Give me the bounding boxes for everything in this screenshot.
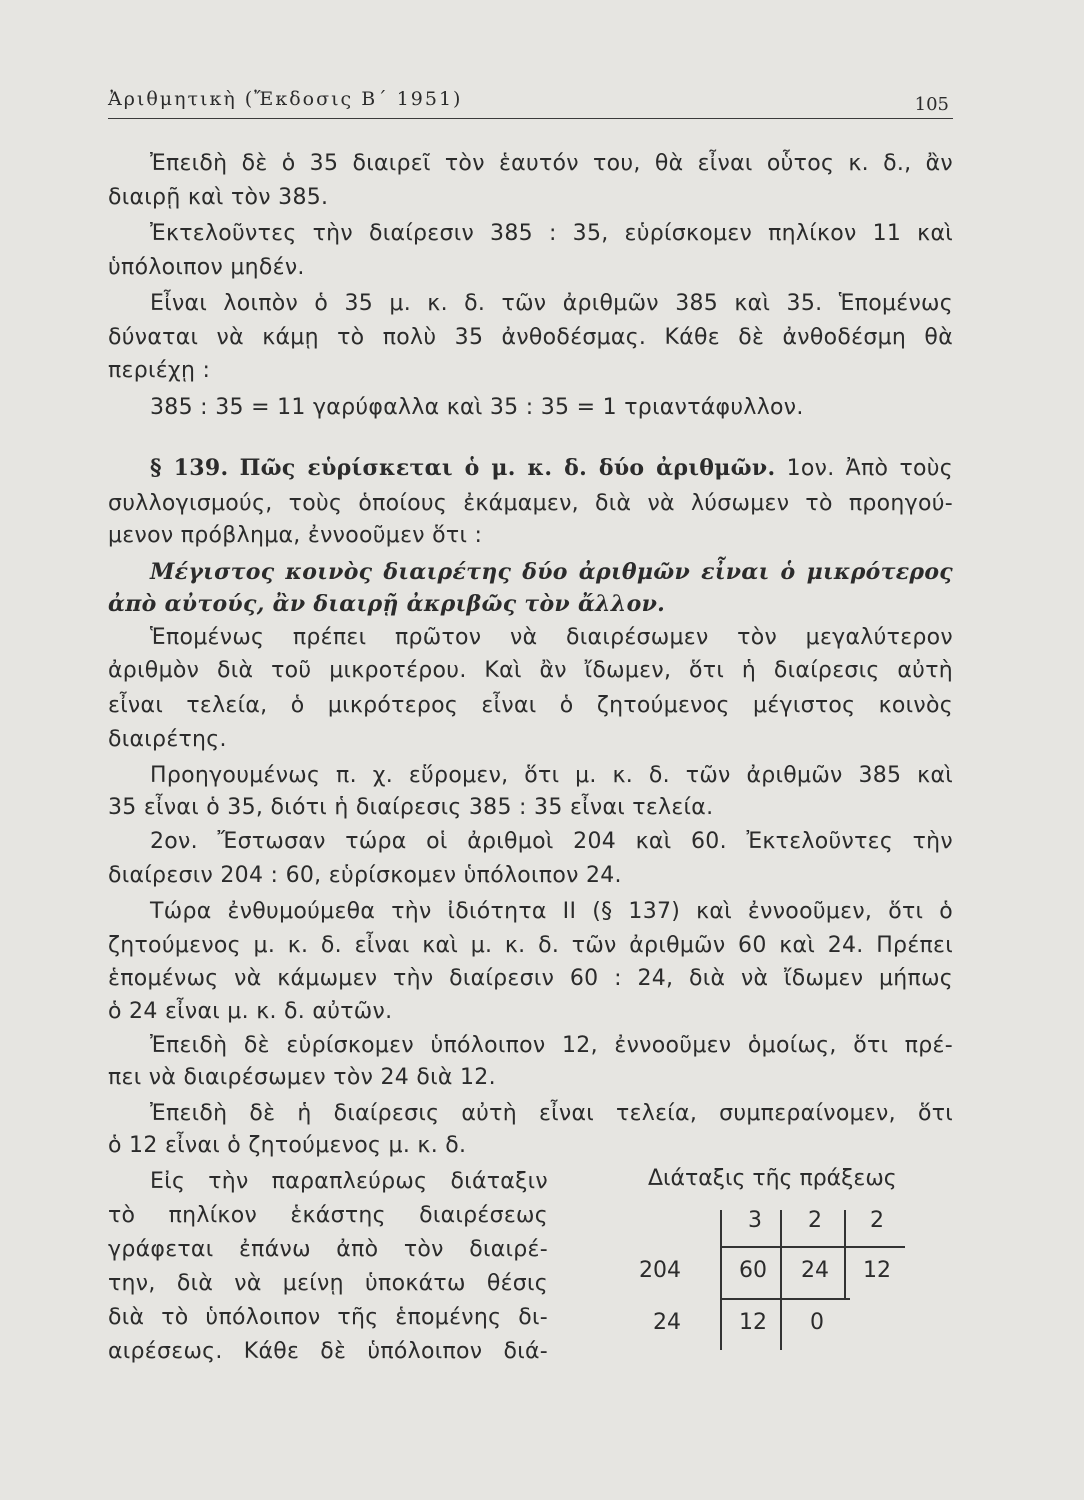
text-line: Ἐπειδὴ δὲ ἡ διαίρεσις αὐτὴ εἶναι τελεία, συμπεραίνομεν, ὅτι xyxy=(150,1101,953,1126)
text-line: πει νὰ διαιρέσωμεν τὸν 24 διὰ 12. xyxy=(108,1065,496,1090)
text-line: διαίρεσιν 204 : 60, εὑρίσκομεν ὑπόλοιπον 24. xyxy=(108,863,622,888)
quotient-cell: 2 xyxy=(870,1208,884,1233)
table-caption: Διάταξις τῆς πράξεως xyxy=(648,1166,897,1191)
text-line: διαιρέτης. xyxy=(108,727,227,752)
equation-line: 385 : 35 = 11 γαρύφαλλα καὶ 35 : 35 = 1 τριαντάφυλλον. xyxy=(150,395,804,420)
text-line: Ἐπειδὴ δὲ ὁ 35 διαιρεῖ τὸν ἑαυτόν του, θὰ εἶναι οὗτος κ. δ., ἂν xyxy=(150,151,953,176)
table-horizontal-rule xyxy=(720,1298,850,1300)
dividend-cell: 204 xyxy=(639,1258,681,1283)
text-line: ἑπομένως νὰ κάμωμεν τὴν διαίρεσιν 60 : 24, διὰ νὰ ἴδωμεν μήπως xyxy=(108,966,953,991)
running-header xyxy=(108,88,953,119)
text-line: διαιρῇ καὶ τὸν 385. xyxy=(108,185,329,210)
text-line: ὑπόλοιπον μηδέν. xyxy=(108,255,305,280)
text-line: Εἶναι λοιπὸν ὁ 35 μ. κ. δ. τῶν ἀριθμῶν 385 καὶ 35. Ἑπομένως xyxy=(150,291,953,316)
remainder-cell: 0 xyxy=(810,1310,824,1335)
table-vertical-rule xyxy=(844,1210,846,1300)
text-line: ζητούμενος μ. κ. δ. εἶναι καὶ μ. κ. δ. τῶν ἀριθμῶν 60 καὶ 24. Πρέπει xyxy=(108,933,953,958)
text-line: συλλογισμούς, τοὺς ὁποίους ἐκάμαμεν, διὰ νὰ λύσωμεν τὸ προηγού- xyxy=(108,491,953,516)
remainder-cell: 12 xyxy=(739,1310,767,1335)
text-line: 2ον. Ἔστωσαν τώρα οἱ ἀριθμοὶ 204 καὶ 60. Ἐκτελοῦντες τὴν xyxy=(150,829,953,854)
table-vertical-rule xyxy=(720,1210,722,1350)
side-text-line: αιρέσεως. Κάθε δὲ ὑπόλοιπον διά- xyxy=(108,1339,548,1364)
division-table xyxy=(620,1200,920,1360)
text-line: Ἐκτελοῦντες τὴν διαίρεσιν 385 : 35, εὑρίσκομεν πηλίκον 11 καὶ xyxy=(150,221,953,246)
divisor-cell: 60 xyxy=(739,1258,767,1283)
side-text-line: διὰ τὸ ὑπόλοιπον τῆς ἑπομένης δι- xyxy=(108,1305,548,1330)
side-text-line: Εἰς τὴν παραπλεύρως διάταξιν xyxy=(150,1169,548,1194)
section-heading xyxy=(150,452,953,485)
text-line: Ἐπειδὴ δὲ εὑρίσκομεν ὑπόλοιπον 12, ἐννοοῦμεν ὁμοίως, ὅτι πρέ- xyxy=(150,1033,953,1058)
text-line: Προηγουμένως π. χ. εὕρομεν, ὅτι μ. κ. δ. τῶν ἀριθμῶν 385 καὶ xyxy=(150,763,953,788)
rule-line: ἀπὸ αὐτούς, ἂν διαιρῇ ἀκριβῶς τὸν ἄλλον. xyxy=(108,591,666,617)
text-line: περιέχῃ : xyxy=(108,358,211,383)
text-line: 35 εἶναι ὁ 35, διότι ἡ διαίρεσις 385 : 35 εἶναι τελεία. xyxy=(108,795,714,820)
text-line: δύναται νὰ κάμῃ τὸ πολὺ 35 ἀνθοδέσμας. Κάθε δὲ ἀνθοδέσμη θὰ xyxy=(108,325,953,350)
side-text-line: την, διὰ νὰ μείνῃ ὑποκάτω θέσις xyxy=(108,1271,548,1296)
text-line: μενον πρόβλημα, ἐννοοῦμεν ὅτι : xyxy=(108,523,483,548)
side-text-line: τὸ πηλίκον ἑκάστης διαιρέσεως xyxy=(108,1203,548,1228)
side-text-line: γράφεται ἐπάνω ἀπὸ τὸν διαιρέ- xyxy=(108,1237,548,1262)
quotient-cell: 3 xyxy=(748,1208,762,1233)
divisor-cell: 24 xyxy=(801,1258,829,1283)
running-title: Ἀριθμητικὴ (Ἔκδοσις Β΄ 1951) xyxy=(108,88,463,110)
section-number: § 139. xyxy=(150,455,229,481)
divisor-cell: 12 xyxy=(863,1258,891,1283)
section-title: Πῶς εὑρίσκεται ὁ μ. κ. δ. δύο ἀριθμῶν. xyxy=(239,455,776,481)
rule-line: Μέγιστος κοινὸς διαιρέτης δύο ἀριθμῶν εἶναι ὁ μικρότερος xyxy=(150,559,953,585)
page-number: 105 xyxy=(914,94,949,115)
remainder-cell: 24 xyxy=(653,1310,681,1335)
quotient-cell: 2 xyxy=(808,1208,822,1233)
table-horizontal-rule xyxy=(720,1246,905,1248)
text-line: ἀριθμὸν διὰ τοῦ μικροτέρου. Καὶ ἂν ἴδωμεν, ὅτι ἡ διαίρεσις αὐτὴ xyxy=(108,658,953,683)
table-vertical-rule xyxy=(780,1210,782,1350)
text-line: Ἑπομένως πρέπει πρῶτον νὰ διαιρέσωμεν τὸν μεγαλύτερον xyxy=(150,625,953,650)
text-line: Τώρα ἐνθυμούμεθα τὴν ἰδιότητα II (§ 137) καὶ ἐννοοῦμεν, ὅτι ὁ xyxy=(150,899,953,924)
text-line: ὁ 24 εἶναι μ. κ. δ. αὐτῶν. xyxy=(108,999,393,1024)
section-rest: 1ον. Ἀπὸ τοὺς xyxy=(786,456,954,481)
text-line: ὁ 12 εἶναι ὁ ζητούμενος μ. κ. δ. xyxy=(108,1133,467,1158)
text-line: εἶναι τελεία, ὁ μικρότερος εἶναι ὁ ζητούμενος μέγιστος κοινὸς xyxy=(108,693,953,718)
